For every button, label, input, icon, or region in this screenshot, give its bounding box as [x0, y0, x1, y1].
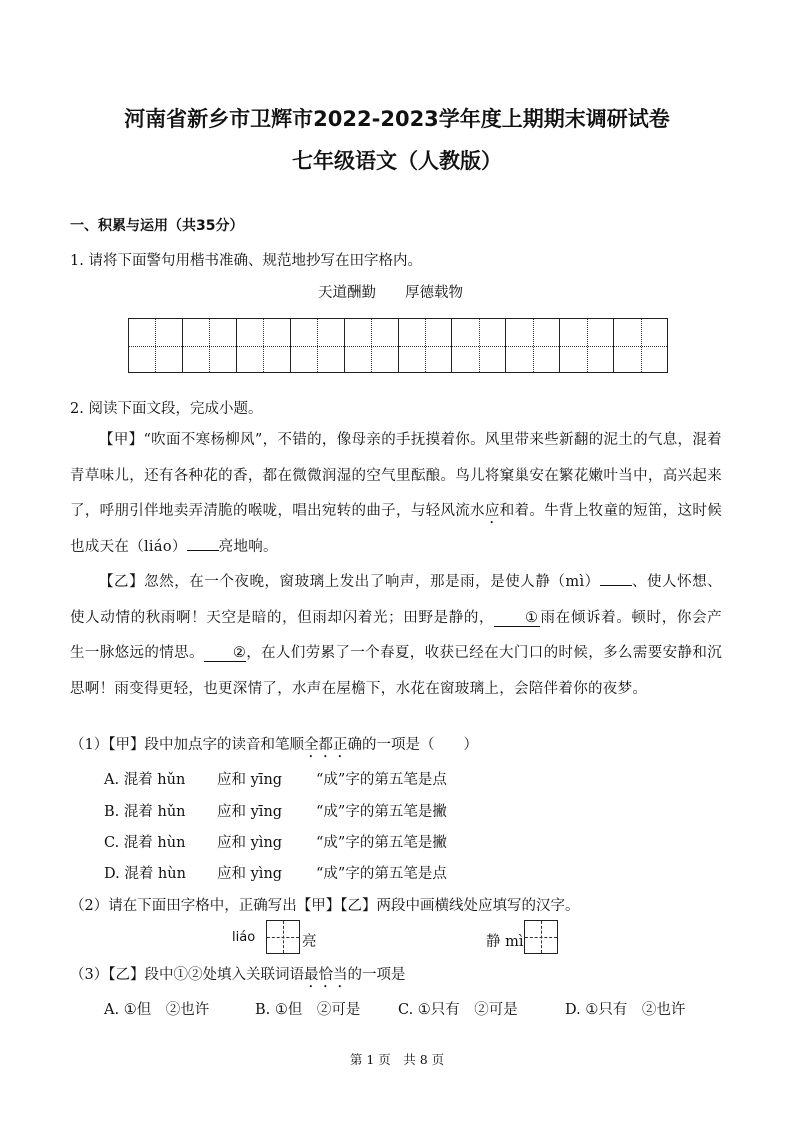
dotted-char: 应: [484, 503, 500, 520]
option-a-part-3: “成”字的第五笔是点: [316, 772, 447, 788]
option-3c[interactable]: C. ①只有 ②可是: [398, 1002, 518, 1018]
grid-cell[interactable]: [291, 319, 345, 372]
pinyin-label-liao: liáo: [232, 930, 256, 945]
answer-box-liao[interactable]: [266, 920, 300, 954]
passage-yi-text-2: 、使人怀想、使人动情的秋雨啊！天空是暗的，但雨却闪着光；田野是静的，: [70, 574, 722, 626]
question-2-prompt: 2. 阅读下面文段，完成小题。: [70, 401, 263, 417]
grid-cell[interactable]: [614, 319, 667, 372]
pinyin-label-mi: 静 mì: [486, 934, 524, 950]
option-3a[interactable]: A. ①但 ②也许: [104, 1002, 210, 1018]
exam-title: 河南省新乡市卫辉市2022-2023学年度上期期末调研试卷: [124, 107, 670, 131]
subquestion-3-text-end: 的一项是: [347, 967, 406, 983]
answer-box-mi[interactable]: [524, 920, 558, 954]
subquestion-1-prompt: [70, 733, 478, 761]
passage-jia-text-1: 【甲】“吹面不寒杨柳风”，不错的，像母亲的手抚摸着你。风里带来些新翻的泥土的气息，混着青草味儿，还有各种花的香，都在微微润湿的空气里酝酿。鸟儿将窠巢安在繁花嫩叶当中，高兴起来了，呼朋引伴地卖弄清脆的喉咙，唱出宛转的曲子，与轻风流水: [70, 432, 722, 520]
question-1-prompt: 1. 请将下面警句用楷书准确、规范地抄写在田字格内。: [70, 253, 422, 269]
option-b-part-2: 应和 yīng: [217, 804, 283, 820]
answer-blank[interactable]: [600, 585, 632, 586]
subquestion-3-prompt: [70, 963, 405, 991]
passage-yi-text-4: ，在人们劳累了一个春夏，收获已经在大门口的时候，多么需要安静和沉思啊！雨变得更轻，也更深情了，水声在屋檐下，水花在窗玻璃上，会陪伴着你的夜梦。: [70, 645, 722, 697]
subquestion-1-text-end: 确的一项是（ ）: [347, 737, 478, 753]
option-3d[interactable]: D. ①只有 ②也许: [565, 1002, 686, 1018]
option-b[interactable]: [104, 800, 186, 821]
subquestion-3-text: （3）【乙】段中①②处填入关联词语: [70, 967, 304, 983]
char-after-box: 亮: [302, 934, 317, 950]
answer-blank[interactable]: [187, 550, 219, 551]
option-part: A. 混着 hǔn: [104, 772, 186, 788]
exam-subtitle: 七年级语文（人教版）: [292, 149, 502, 173]
option-3b[interactable]: B. ①但 ②可是: [255, 1002, 361, 1018]
option-part: B. 混着 hǔn: [104, 804, 186, 820]
option-d-part-2: 应和 yìng: [217, 866, 283, 882]
passage-jia-text-3: 亮地响。: [218, 538, 278, 555]
question-1-phrase: 天道酬勤 厚德载物: [318, 285, 463, 301]
grid-cell[interactable]: [237, 319, 291, 372]
option-c[interactable]: [104, 831, 185, 852]
blank-2[interactable]: ②: [204, 645, 246, 662]
passage-yi-text-3: 雨在倾诉着。顿时，你会产生一脉悠远的情思。: [70, 609, 722, 662]
option-part: D. 混着 hùn: [104, 866, 186, 882]
option-part: C. 混着 hùn: [104, 835, 186, 851]
option-a-part-2: 应和 yīng: [217, 772, 283, 788]
option-d-part-3: “成”字的第五笔是点: [316, 866, 447, 882]
page-footer: 第 1 页 共 8 页: [349, 1052, 445, 1067]
option-c-part-3: “成”字的第五笔是撇: [316, 835, 447, 851]
subquestion-1-text: （1）【甲】段中加点字的读音和笔顺: [70, 737, 304, 753]
passage-yi: [70, 565, 722, 707]
grid-cell[interactable]: [506, 319, 560, 372]
blank-1[interactable]: ①: [494, 610, 540, 627]
passage-jia-text-2: 和着。牛背上牧童的短笛，这时候也成天在（liáo）: [70, 503, 722, 555]
passage-yi-text-1: 【乙】忽然，在一个夜晚，窗玻璃上发出了响声，那是雨，是使人静（mì）: [99, 574, 600, 590]
grid-cell[interactable]: [560, 319, 614, 372]
grid-cell[interactable]: [345, 319, 399, 372]
option-d[interactable]: [104, 862, 186, 883]
emphasized-text: 全都正: [303, 737, 348, 753]
option-b-part-3: “成”字的第五笔是撇: [316, 804, 447, 820]
grid-cell[interactable]: [183, 319, 237, 372]
option-a[interactable]: [104, 768, 185, 789]
emphasized-text: 最恰当: [303, 967, 348, 983]
subquestion-2-prompt: （2）请在下面田字格中，正确写出【甲】【乙】两段中画横线处应填写的汉字。: [70, 898, 580, 914]
writing-grid[interactable]: [128, 318, 668, 373]
grid-cell[interactable]: [129, 319, 183, 372]
passage-jia: [70, 423, 722, 565]
grid-cell[interactable]: [452, 319, 506, 372]
grid-cell[interactable]: [399, 319, 453, 372]
section-heading: 一、积累与运用（共35分）: [70, 218, 244, 234]
option-c-part-2: 应和 yìng: [217, 835, 283, 851]
